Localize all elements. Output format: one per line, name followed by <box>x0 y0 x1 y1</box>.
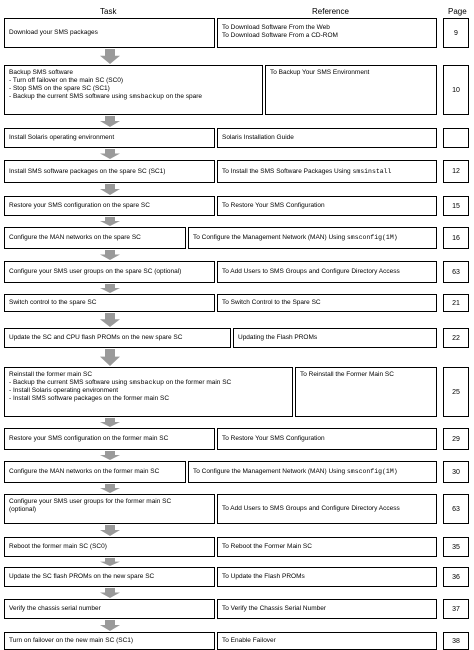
down-arrow-icon <box>100 49 120 64</box>
command-text: smsbackup <box>128 93 165 100</box>
reference-box[interactable] <box>217 632 437 650</box>
reference-text: To Configure the Management Network (MAN) Using <box>193 468 347 475</box>
down-arrow-icon <box>100 284 120 293</box>
reference-box[interactable] <box>217 18 437 48</box>
reference-text: To Backup Your SMS Environment <box>270 69 370 76</box>
page-number: 36 <box>443 567 469 587</box>
reference-link[interactable] <box>222 543 312 551</box>
page-number: 29 <box>443 428 469 450</box>
task-text: - Backup the current SMS software using <box>9 93 129 100</box>
task-box <box>4 294 215 312</box>
command-text: smsinstall <box>352 167 392 175</box>
reference-link[interactable] <box>222 168 391 176</box>
reference-link[interactable] <box>193 468 398 476</box>
command-text: smsbackup <box>128 379 165 386</box>
reference-text: Updating the Flash PROMs <box>238 334 318 341</box>
reference-text: To Reinstall the Former Main SC <box>300 371 394 378</box>
reference-text: To Add Users to SMS Groups and Configure Directory Access <box>222 268 400 275</box>
reference-link[interactable] <box>222 605 326 613</box>
reference-text: To Download Software From a CD-ROM <box>222 32 338 39</box>
page-number: 10 <box>443 65 469 115</box>
down-arrow-icon <box>100 349 120 366</box>
reference-link[interactable] <box>222 134 294 142</box>
task-text: Restore your SMS configuration on the spare SC <box>9 202 150 209</box>
task-box <box>4 261 215 283</box>
reference-box[interactable] <box>217 294 437 312</box>
task-text: Configure the MAN networks on the spare SC <box>9 234 141 241</box>
page-number: 37 <box>443 599 469 619</box>
task-text: Update the SC flash PROMs on the new spare SC <box>9 573 155 580</box>
reference-link[interactable] <box>222 505 400 513</box>
task-box <box>4 537 215 557</box>
reference-link[interactable] <box>222 299 321 307</box>
task-text: - Backup the current SMS software using <box>9 379 129 386</box>
reference-box[interactable] <box>265 65 437 115</box>
page-number: 38 <box>443 632 469 650</box>
task-text: Configure your SMS user groups on the spare SC (optional) <box>9 268 182 275</box>
command-text: smsconfig(1M) <box>346 234 398 241</box>
page-number: 63 <box>443 261 469 283</box>
page-number: 30 <box>443 461 469 483</box>
reference-box[interactable] <box>217 537 437 557</box>
task-box <box>4 227 186 249</box>
task-text: Switch control to the spare SC <box>9 299 97 306</box>
task-text: Update the SC and CPU flash PROMs on the new spare SC <box>9 334 183 341</box>
reference-link[interactable] <box>222 268 400 276</box>
task-text: Backup SMS software <box>9 69 73 76</box>
task-text: Reinstall the former main SC <box>9 371 93 378</box>
reference-box[interactable] <box>188 461 437 483</box>
task-text: - Install SMS software packages on the former main SC <box>9 395 170 402</box>
reference-text: To Restore Your SMS Configuration <box>222 202 325 209</box>
down-arrow-icon <box>100 418 120 427</box>
down-arrow-icon <box>100 184 120 195</box>
task-text: Install Solaris operating environment <box>9 134 115 141</box>
task-text: Configure your SMS user groups for the former main SC <box>9 498 172 505</box>
reference-link[interactable] <box>193 234 398 242</box>
header-page: Page <box>448 7 467 16</box>
header-reference: Reference <box>312 7 349 16</box>
page-number: 63 <box>443 494 469 524</box>
reference-text: To Switch Control to the Spare SC <box>222 299 321 306</box>
reference-box[interactable] <box>217 494 437 524</box>
reference-text: To Install the SMS Software Packages Using <box>222 167 353 175</box>
task-box <box>4 196 215 216</box>
down-arrow-icon <box>100 484 120 493</box>
reference-link[interactable] <box>222 24 432 32</box>
down-arrow-icon <box>100 313 120 327</box>
reference-text: To Download Software From the Web <box>222 24 330 31</box>
reference-box[interactable] <box>217 196 437 216</box>
down-arrow-icon <box>100 588 120 598</box>
reference-link[interactable] <box>222 435 325 443</box>
reference-text: To Update the Flash PROMs <box>222 573 305 580</box>
reference-link[interactable] <box>222 202 325 210</box>
task-box <box>4 494 215 524</box>
page-number: 21 <box>443 294 469 312</box>
task-text: Turn on failover on the new main SC (SC1) <box>9 637 134 644</box>
down-arrow-icon <box>100 451 120 460</box>
down-arrow-icon <box>100 116 120 127</box>
task-box <box>4 328 231 348</box>
task-text: - Stop SMS on the spare SC (SC1) <box>9 85 110 92</box>
reference-box[interactable] <box>217 261 437 283</box>
task-text: Install SMS software packages on the spare SC (SC1) <box>9 167 166 175</box>
reference-box[interactable] <box>188 227 437 249</box>
task-box <box>4 65 263 115</box>
reference-link[interactable] <box>300 371 432 379</box>
command-text: smsconfig(1M) <box>346 468 398 475</box>
reference-box[interactable] <box>233 328 437 348</box>
reference-link[interactable] <box>238 334 317 342</box>
reference-text: To Add Users to SMS Groups and Configure Directory Access <box>222 505 400 512</box>
page-number: 12 <box>443 160 469 183</box>
task-box <box>4 160 215 183</box>
reference-text: To Reboot the Former Main SC <box>222 543 312 550</box>
task-text: on the former main SC <box>164 379 232 386</box>
page-number: 25 <box>443 367 469 417</box>
task-box <box>4 18 215 48</box>
task-box <box>4 128 215 148</box>
task-text: (optional) <box>9 506 37 513</box>
page-number: 22 <box>443 328 469 348</box>
header-task: Task <box>100 7 117 16</box>
reference-link[interactable] <box>222 32 432 40</box>
reference-box[interactable] <box>217 160 437 183</box>
reference-box[interactable] <box>217 128 437 148</box>
task-text: Reboot the former main SC (SC0) <box>9 543 107 550</box>
task-box <box>4 367 293 417</box>
page-number <box>443 128 469 148</box>
task-box <box>4 599 215 619</box>
reference-link[interactable] <box>222 637 276 645</box>
page-number: 9 <box>443 18 469 48</box>
reference-text: To Restore Your SMS Configuration <box>222 435 325 442</box>
down-arrow-icon <box>100 525 120 536</box>
task-text: Restore your SMS configuration on the former main SC <box>9 435 169 442</box>
task-text: Verify the chassis serial number <box>9 605 101 612</box>
reference-text: To Enable Failover <box>222 637 276 644</box>
down-arrow-icon <box>100 250 120 260</box>
page-number: 35 <box>443 537 469 557</box>
reference-box[interactable] <box>217 428 437 450</box>
reference-link[interactable] <box>222 573 305 581</box>
task-box <box>4 428 215 450</box>
down-arrow-icon <box>100 217 120 226</box>
task-box <box>4 632 215 650</box>
page-number: 16 <box>443 227 469 249</box>
reference-text: To Verify the Chassis Serial Number <box>222 605 327 612</box>
down-arrow-icon <box>100 558 120 566</box>
task-text: Download your SMS packages <box>9 29 98 36</box>
task-text: - Turn off failover on the main SC (SC0) <box>9 77 124 84</box>
task-box <box>4 567 215 587</box>
reference-text: Solaris Installation Guide <box>222 134 294 141</box>
reference-box[interactable] <box>295 367 437 417</box>
task-text: on the spare <box>164 93 203 100</box>
reference-text: To Configure the Management Network (MAN) Using <box>193 234 347 241</box>
down-arrow-icon <box>100 149 120 159</box>
task-text: Configure the MAN networks on the former main SC <box>9 468 160 475</box>
task-text: - Install Solaris operating environment <box>9 387 119 394</box>
page-number: 15 <box>443 196 469 216</box>
reference-link[interactable] <box>270 69 432 77</box>
reference-box[interactable] <box>217 567 437 587</box>
down-arrow-icon <box>100 620 120 631</box>
task-box <box>4 461 186 483</box>
reference-box[interactable] <box>217 599 437 619</box>
